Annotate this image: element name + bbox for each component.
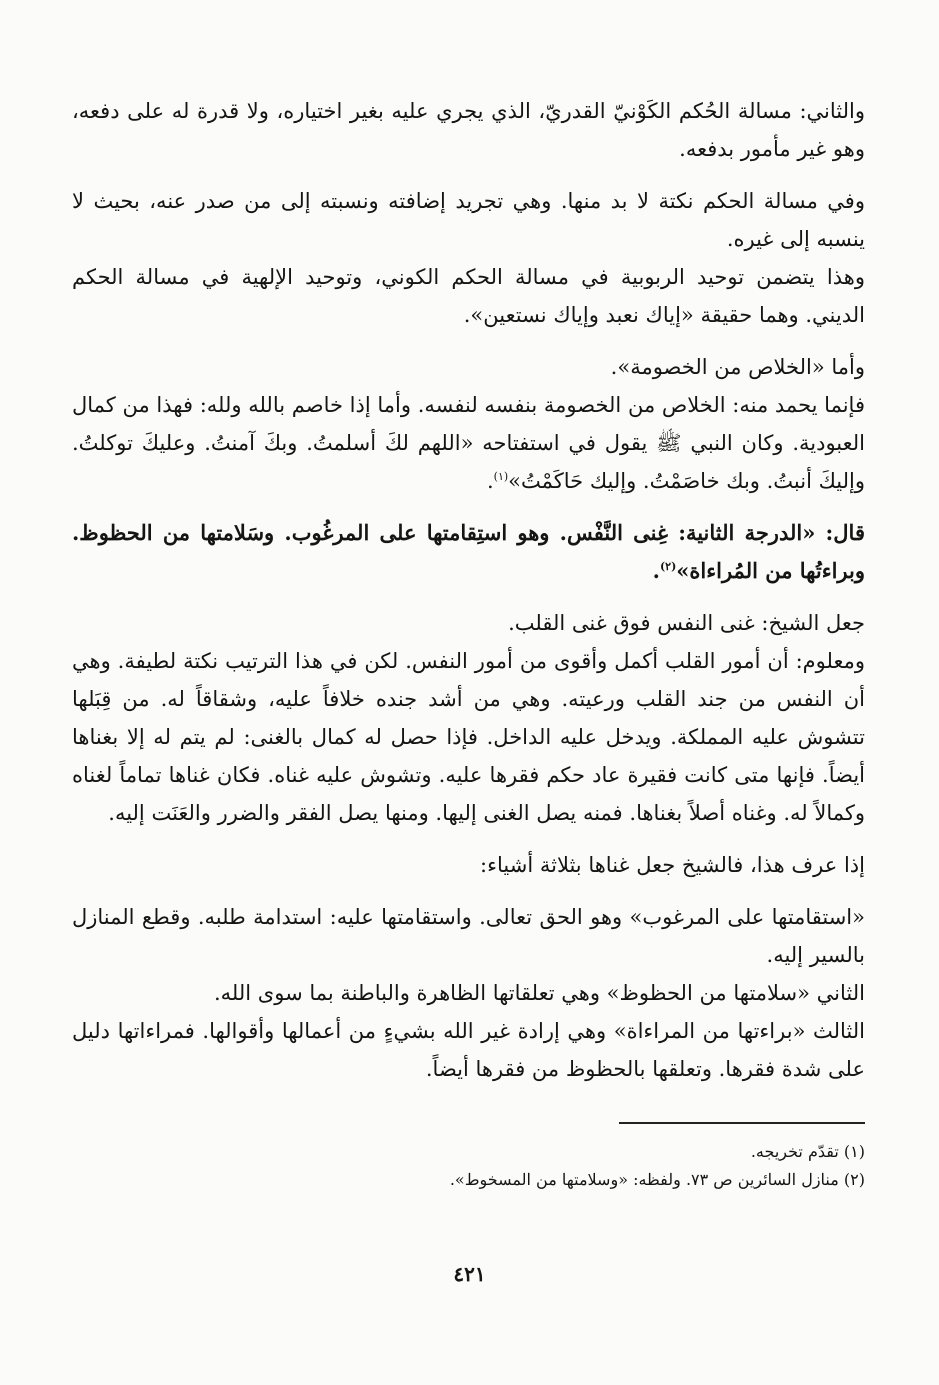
paragraph-7: جعل الشيخ: غنى النفس فوق غنى القلب.	[508, 611, 865, 635]
page-number: ٤٢١	[453, 1262, 486, 1286]
paragraph-10: «استقامتها على المرغوب» وهو الحق تعالى. واستقامتها عليه: استدامة طلبه. وقطع المنازل بالسير إليه.	[72, 905, 865, 967]
footnote-divider	[619, 1122, 865, 1124]
footnote-1: (١) تقدّم تخريجه.	[750, 1142, 865, 1161]
paragraph-2: وفي مسالة الحكم نكتة لا بد منها. وهي تجريد إضافته ونسبته إلى من صدر عنه، بحيث لا ينسبه إلى غيره.	[72, 189, 865, 251]
paragraph-11: الثاني «سلامتها من الحظوظ» وهي تعلقاتها الظاهرة والباطنة بما سوى الله.	[214, 981, 865, 1005]
footnote-ref-1: (١)	[493, 470, 509, 483]
paragraph-3: وهذا يتضمن توحيد الربوبية في مسالة الحكم الكوني، وتوحيد الإلهية في مسالة الحكم الديني. وهما حقيقة «إياك نعبد وإياك نستعين».	[72, 265, 865, 327]
paragraph-12: الثالث «براءتها من المراءاة» وهي إرادة غير الله بشيءٍ من أعمالها وأقوالها. فمراءاتها دليل على شدة فقرها. وتعلقها بالحظوظ من فقرها أيضاً.	[72, 1019, 865, 1081]
paragraph-9: إذا عرف هذا، فالشيخ جعل غناها بثلاثة أشياء:	[480, 853, 865, 877]
quote-paragraph-text: قال: «الدرجة الثانية: غِنى النَّفْس. وهو استِقامتها على المرغُوب. وسَلامتها من الحظوظ. وبراءتُها من المُراءاة»	[72, 520, 865, 583]
paragraph-4: وأما «الخلاص من الخصومة».	[610, 355, 865, 379]
quote-paragraph	[72, 514, 865, 590]
paragraph-5	[72, 386, 865, 500]
paragraph-8: ومعلوم: أن أمور القلب أكمل وأقوى من أمور النفس. لكن في هذا الترتيب نكتة لطيفة. وهي أن النفس من جند القلب ورعيته. وهي من أشد جنده خلافاً عليه، وشقاقاً له. من قِبَلها تتشوش عليه المملكة. ويدخل عليه الداخل. فإذا حصل له كمال بالغنى: لم يتم له إلا بغناها أيضاً. فإنها متى كانت فقيرة عاد حكم فقرها عليه. وتشوش عليه غناه. فكان غناها تماماً لغناه وكمالاً له. وغناه أصلاً بغناها. فمنه يصل الغنى إليها. ومنها يصل الفقر والضرر والعَنَت إليه.	[72, 649, 865, 825]
paragraph-1: والثاني: مسالة الحُكم الكَوْنيّ القدريّ، الذي يجري عليه بغير اختياره، ولا قدرة له على دفعه، وهو غير مأمور بدفعه.	[72, 99, 865, 161]
paragraph-5-end: .	[486, 469, 494, 493]
quote-paragraph-end: .	[652, 558, 660, 583]
paragraph-5-text: فإنما يحمد منه: الخلاص من الخصومة بنفسه لنفسه. وأما إذا خاصم بالله ولله: فهذا من كمال العبودية. وكان النبي ﷺ يقول في استفتاحه «اللهم لكَ أسلمتُ. وبكَ آمنتُ. وعليكَ توكلتُ. وإليكَ أنبتُ. وبك خاصَمْتُ. وإليك حَاكَمْتُ»	[72, 393, 865, 493]
footnote-ref-2: (٢)	[659, 560, 677, 573]
footnote-2: (٢) منازل السائرين ص ٧٣. ولفظه: «وسلامتها من المسخوط».	[449, 1170, 865, 1189]
